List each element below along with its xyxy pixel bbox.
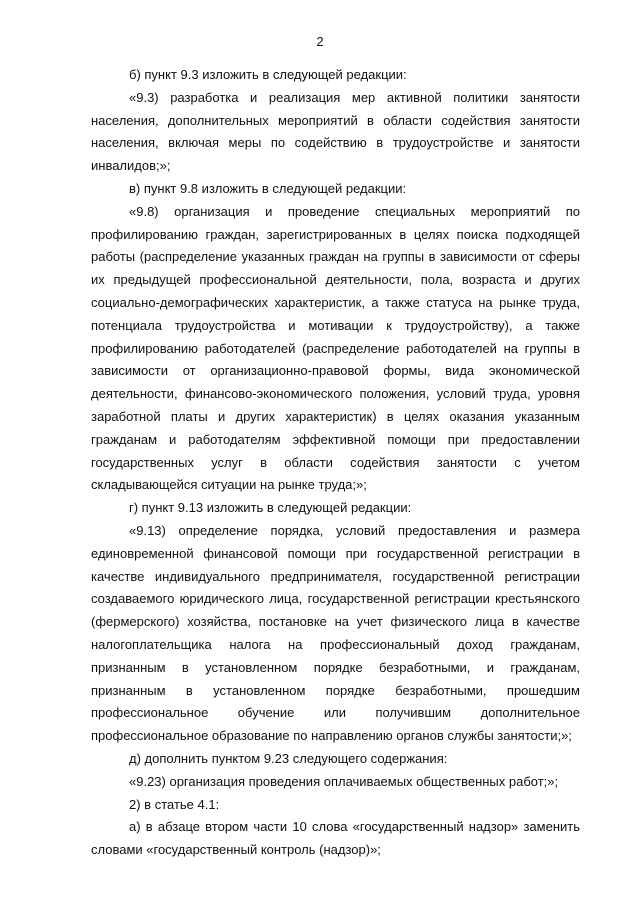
paragraph-item-g-heading: г) пункт 9.13 изложить в следующей редакции: bbox=[129, 500, 412, 516]
paragraph-item-d-heading: д) дополнить пунктом 9.23 следующего содержания: bbox=[129, 750, 448, 766]
page-number: 2 bbox=[316, 34, 324, 49]
paragraph-9-13-text: «9.13) определение порядка, условий предоставления и размера единовременной финансовой помощи при государственной регистрации в качестве индивидуального предпринимателя, государственной регистрации создаваемого юридического лица, государственной регистрации крестьянского (фермерского) хозяйства, постановке на учет физического лица в качестве налогоплательщика налога на профессиональный доход гражданам, признанным в установленном порядке безработными, и гражданам, признанным в установленном порядке безработными, прошедшим профессиональное обучение или получившим дополнительное профессиональное образование по направлению органов службы занятости;»; bbox=[91, 522, 580, 744]
paragraph-9-8-text: «9.8) организация и проведение специальных мероприятий по профилированию граждан, зарегистрированных в целях поиска подходящей работы (распределение указанных граждан на группы в зависимости от сферы их предыдущей профессиональной деятельности, пола, возраста и других социально-демографических характеристик, а также статуса на рынке труда, потенциала трудоустройства и мотивации к трудоустройству), а также профилированию работодателей (распределение работодателей на группы в зависимости от организационно-правовой формы, вида экономической деятельности, финансово-экономического положения, условий труда, уровня заработной платы и других характеристик) в целях оказания указанным гражданам и работодателям эффективной помощи при предоставлении государственных услуг в области содействия занятости с учетом складывающейся ситуации на рынке труда;»; bbox=[91, 203, 580, 493]
paragraph-9-3-text: «9.3) разработка и реализация мер активной политики занятости населения, дополнительных мероприятий в области содействия занятости населения, включая меры по содействию в трудоустройстве и занятости инвалидов;»; bbox=[91, 89, 580, 174]
paragraph-item-v-heading: в) пункт 9.8 изложить в следующей редакции: bbox=[129, 180, 407, 196]
document-body bbox=[91, 64, 580, 862]
paragraph-item-b-heading: б) пункт 9.3 изложить в следующей редакции: bbox=[129, 67, 407, 82]
paragraph-item-a-text: а) в абзаце втором части 10 слова «государственный надзор» заменить словами «государственный контроль (надзор)»; bbox=[91, 819, 580, 858]
paragraph-9-23-text: «9.23) организация проведения оплачиваемых общественных работ;»; bbox=[129, 773, 559, 789]
paragraph-article-4-1-heading: 2) в статье 4.1: bbox=[129, 796, 220, 812]
